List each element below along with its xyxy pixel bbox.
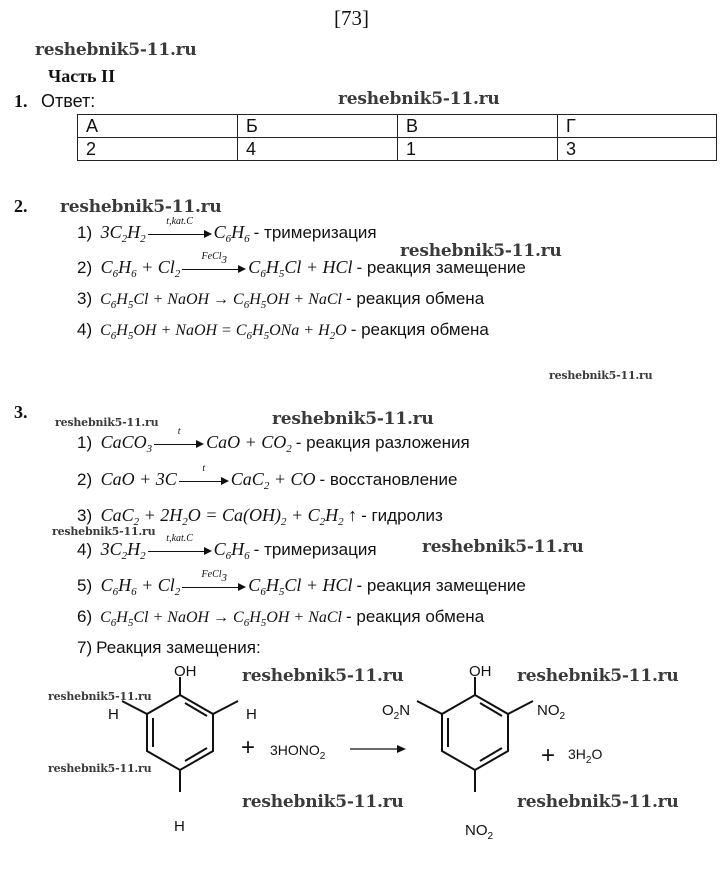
page-number: [73] — [334, 6, 369, 30]
reaction-description: - гидролиз — [361, 506, 443, 525]
svg-text:3H2O: $3H_2O$ — [568, 746, 603, 766]
table-header: Г — [558, 115, 717, 138]
table-cell: 4 — [238, 138, 398, 161]
reaction-line: 6) $C_6H_5Cl$ + NaOH → $C_6H_5OH$ + NaCl - реакция обмена — [77, 607, 485, 629]
picric-acid-structure — [417, 677, 533, 792]
question-2-number: 2. — [14, 196, 28, 216]
table-header: А — [78, 115, 238, 138]
reaction-description: Реакция замещения: — [96, 638, 261, 657]
watermark: reshebnik5-11.ru — [55, 416, 159, 429]
table-header: Б — [238, 115, 398, 138]
svg-text:H: H — [174, 818, 185, 835]
table-header: В — [398, 115, 558, 138]
watermark: reshebnik5-11.ru — [60, 197, 222, 217]
reaction-arrow: t,kat.C — [148, 228, 212, 240]
watermark: reshebnik5-11.ru — [52, 525, 156, 538]
reaction-description: - реакция обмена — [346, 289, 485, 308]
svg-text:H: H — [108, 706, 119, 723]
watermark: reshebnik5-11.ru — [549, 369, 653, 382]
reaction-description: - реакция обмена — [350, 320, 489, 339]
watermark: reshebnik5-11.ru — [242, 792, 404, 812]
svg-text:H: H — [246, 706, 257, 723]
part-title: Часть II — [48, 66, 116, 86]
watermark: reshebnik5-11.ru — [48, 762, 152, 775]
reaction-line: 3) $CaC_2 + 2H_2O = Ca(OH)_2 + C_2H_2$ ↑ - гидролиз — [77, 505, 443, 528]
watermark: reshebnik5-11.ru — [517, 666, 679, 686]
svg-text:OH: OH — [174, 663, 197, 680]
reaction-description: - реакция обмена — [346, 607, 485, 626]
reaction-description: - тримеризация — [253, 540, 377, 559]
svg-text:3HONO2: $3HONO_2$ — [270, 742, 326, 762]
table-row — [78, 115, 717, 138]
svg-text:+: + — [541, 742, 556, 769]
reaction-arrow: t — [154, 438, 204, 450]
table-cell: 1 — [398, 138, 558, 161]
reaction-line: 1) CaCO$_3$ t CaO + $CO_2$ - реакция разложения — [77, 425, 470, 455]
watermark: reshebnik5-11.ru — [400, 241, 562, 261]
reaction-line: 2) CaO + 3C t CaC$_2$ + CO - восстановление — [77, 462, 458, 492]
svg-text:O2N: $O_2N$ — [382, 702, 411, 722]
svg-text:NO2: $NO_2$ — [465, 822, 494, 842]
question-1-number: 1. — [14, 91, 28, 111]
svg-text:NO2: $NO_2$ — [537, 702, 566, 722]
table-cell: 2 — [78, 138, 238, 161]
reaction-line: 2) $C_6H_6 + Cl_2$ FeCl$_3$ $C_6H_5Cl$ + HCl - реакция замещение — [77, 250, 526, 280]
watermark: reshebnik5-11.ru — [338, 89, 500, 109]
reaction-line: 1) $3C_2H_2$ t,kat.C $C_6H_6$ - тримеризация — [77, 215, 377, 245]
answer-table — [77, 114, 717, 161]
reaction-description: - восстановление — [319, 470, 458, 489]
reaction-description: - реакция разложения — [295, 433, 470, 452]
reaction-line: 5) $C_6H_6 + Cl_2$ FeCl$_3$ $C_6H_5Cl$ + HCl - реакция замещение — [77, 568, 526, 598]
watermark: reshebnik5-11.ru — [35, 40, 197, 60]
reaction-arrow: FeCl$_3$ — [182, 263, 246, 275]
table-row — [78, 138, 717, 161]
answer-label: Ответ: — [41, 91, 96, 111]
question-3-number: 3. — [14, 402, 28, 422]
table-cell: 3 — [558, 138, 717, 161]
svg-text:OH: OH — [469, 663, 492, 680]
reaction-description: - реакция замещение — [356, 576, 526, 595]
reaction-arrow: t,kat.C — [148, 545, 212, 557]
watermark: reshebnik5-11.ru — [242, 666, 404, 686]
reaction-line: 4) $3C_2H_2$ t,kat.C $C_6H_6$ - тримеризация — [77, 532, 377, 562]
phenol-structure — [122, 677, 238, 792]
reaction-arrow: t — [179, 475, 229, 487]
reaction-line: 3) $C_6H_5Cl$ + NaOH → $C_6H_5OH$ + NaCl - реакция обмена — [77, 289, 485, 311]
watermark: reshebnik5-11.ru — [517, 792, 679, 812]
reaction-description: - реакция замещение — [356, 258, 526, 277]
svg-text:+: + — [241, 734, 256, 761]
reaction-line: 7) Реакция замещения: — [77, 638, 261, 657]
watermark: reshebnik5-11.ru — [48, 690, 152, 703]
reaction-arrow: FeCl$_3$ — [182, 581, 246, 593]
watermark: reshebnik5-11.ru — [422, 537, 584, 557]
nitration-scheme — [0, 655, 724, 893]
watermark: reshebnik5-11.ru — [272, 409, 434, 429]
reaction-line: 4) $C_6H_5OH$ + NaOH = $C_6H_5ONa + H_2O$ - реакция обмена — [77, 320, 489, 342]
reaction-description: - тримеризация — [253, 223, 377, 242]
